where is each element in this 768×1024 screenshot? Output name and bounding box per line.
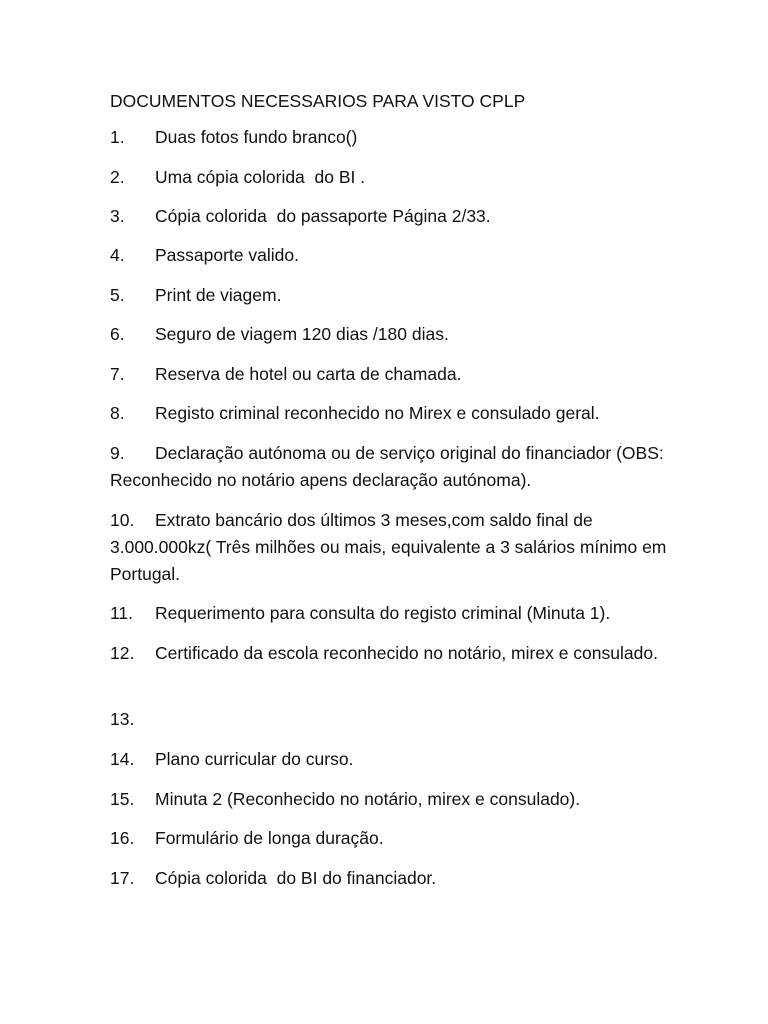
- item-text: Certificado da escola reconhecido no notário, mirex e consulado.: [155, 643, 658, 663]
- item-text: Declaração autónoma ou de serviço original do financiador (OBS: Reconhecido no notário apens declaração autónoma).: [110, 443, 669, 490]
- item-number: 2.: [110, 167, 125, 187]
- list-item: [110, 440, 670, 494]
- item-number: 13.: [110, 709, 135, 729]
- item-text: Plano curricular do curso.: [155, 749, 354, 769]
- item-text: Cópia colorida do passaporte Página 2/33.: [155, 206, 491, 226]
- list-item: [110, 825, 670, 852]
- item-text: Print de viagem.: [155, 285, 282, 305]
- list-item: [110, 640, 670, 667]
- item-number: 7.: [110, 364, 125, 384]
- item-number: 16.: [110, 828, 135, 848]
- item-text: Extrato bancário dos últimos 3 meses,com saldo final de 3.000.000kz( Três milhões ou mais, equivalente a 3 salários mínimo em Portugal.: [110, 510, 672, 584]
- item-number: 14.: [110, 749, 135, 769]
- item-number: 10.: [110, 510, 135, 530]
- list-item: [110, 282, 670, 309]
- item-number: 12.: [110, 643, 135, 663]
- list-item: [110, 507, 670, 588]
- item-text: Seguro de viagem 120 dias /180 dias.: [155, 324, 449, 344]
- item-number: 5.: [110, 285, 125, 305]
- list-item: [110, 124, 670, 151]
- item-text: Registo criminal reconhecido no Mirex e consulado geral.: [155, 403, 600, 423]
- item-number: 8.: [110, 403, 125, 423]
- list-item: [110, 746, 670, 773]
- list-item: [110, 321, 670, 348]
- item-number: 17.: [110, 868, 135, 888]
- item-number: 1.: [110, 127, 125, 147]
- item-text: Formulário de longa duração.: [155, 828, 384, 848]
- item-text: Requerimento para consulta do registo criminal (Minuta 1).: [155, 603, 611, 623]
- document-title: DOCUMENTOS NECESSARIOS PARA VISTO CPLP: [110, 91, 526, 111]
- item-number: 4.: [110, 245, 125, 265]
- list-item: [110, 706, 670, 733]
- item-number: 15.: [110, 789, 135, 809]
- list-item: [110, 400, 670, 427]
- item-number: 6.: [110, 324, 125, 344]
- item-number: 11.: [110, 603, 134, 623]
- item-text: Cópia colorida do BI do financiador.: [155, 868, 437, 888]
- item-number: 9.: [110, 443, 125, 463]
- list-item: [110, 164, 670, 191]
- item-number: 3.: [110, 206, 125, 226]
- list-item: [110, 600, 670, 627]
- list-item: [110, 361, 670, 388]
- list-item: [110, 786, 670, 813]
- list-item: [110, 865, 670, 892]
- list-item: [110, 203, 670, 230]
- item-text: Uma cópia colorida do BI .: [155, 167, 366, 187]
- item-text: Passaporte valido.: [155, 245, 299, 265]
- item-text: Minuta 2 (Reconhecido no notário, mirex e consulado).: [155, 789, 581, 809]
- item-text: Reserva de hotel ou carta de chamada.: [155, 364, 462, 384]
- item-text: Duas fotos fundo branco(): [155, 127, 358, 147]
- list-item: [110, 242, 670, 269]
